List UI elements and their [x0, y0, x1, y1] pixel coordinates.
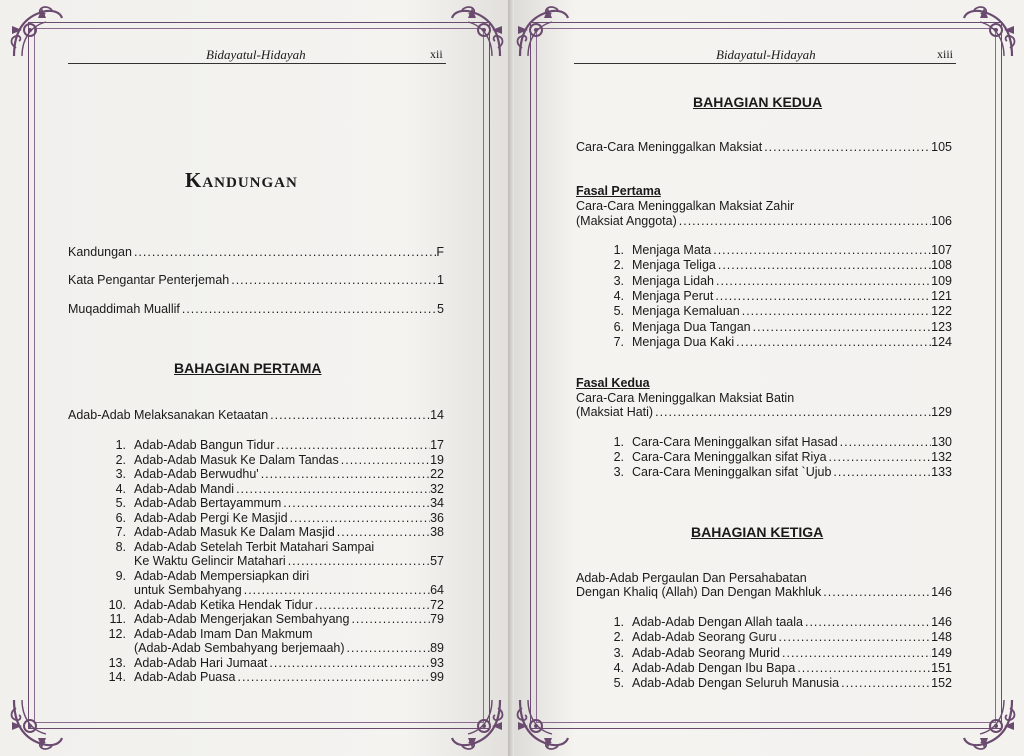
toc-entry-page: 22 — [430, 467, 444, 481]
toc-entry[interactable] — [600, 289, 952, 304]
leader-dots — [234, 482, 430, 497]
leader-dots — [235, 670, 430, 685]
leader-dots — [259, 467, 430, 482]
leader-dots — [740, 304, 931, 319]
toc-entry-label: Cara-Cara Meninggalkan sifat Hasad — [632, 435, 838, 449]
leader-dots — [132, 245, 436, 260]
toc-entry-number: 2. — [115, 452, 126, 467]
toc-entry-page: 36 — [430, 510, 444, 525]
subsection-heading: Fasal Kedua — [576, 376, 650, 390]
toc-entry[interactable] — [600, 274, 952, 289]
toc-entry[interactable] — [134, 554, 444, 569]
left-page — [0, 0, 508, 756]
toc-entry[interactable] — [576, 214, 952, 229]
toc-entry-number: 9. — [115, 568, 126, 583]
toc-entry[interactable] — [100, 496, 444, 511]
toc-entry-page: 14 — [430, 408, 444, 422]
leader-dots — [734, 335, 931, 350]
toc-entry-page: 152 — [931, 676, 952, 691]
leader-dots — [286, 554, 430, 569]
toc-entry-page: F — [436, 245, 444, 259]
corner-ornament-icon — [448, 4, 506, 62]
leader-dots — [339, 453, 430, 468]
toc-entry-number: 1. — [115, 438, 126, 452]
section-title: BAHAGIAN KEDUA — [693, 94, 823, 110]
toc-entry-label: Adab-Adab Dengan Seluruh Manusia — [632, 676, 840, 691]
leader-dots — [267, 656, 430, 671]
toc-entry-line — [100, 627, 313, 642]
toc-entry-page: 107 — [931, 243, 952, 257]
toc-entry-page: 99 — [430, 670, 444, 684]
toc-entry-page: 34 — [430, 496, 444, 510]
toc-entry-number: 7. — [115, 525, 126, 539]
page-title: Kandungan — [185, 168, 298, 192]
toc-entry-page: 72 — [430, 597, 444, 612]
toc-entry-label: Ke Waktu Gelincir Matahari — [134, 554, 286, 568]
toc-entry[interactable] — [600, 676, 952, 691]
toc-entry[interactable] — [134, 583, 444, 598]
toc-entry[interactable] — [100, 598, 444, 613]
leader-dots — [713, 289, 931, 304]
toc-entry-page: 105 — [931, 140, 952, 154]
toc-entry-label: Adab-Adab Masuk Ke Dalam Masjid — [134, 525, 335, 539]
toc-entry-number: 1. — [613, 615, 624, 629]
toc-entry-page: 106 — [931, 214, 952, 228]
leader-dots — [714, 274, 931, 289]
leader-dots — [345, 641, 431, 656]
page-number: xiii — [937, 47, 954, 61]
toc-entry-label: Kata Pengantar Penterjemah — [68, 273, 230, 287]
toc-entry-label: Menjaga Kemaluan — [632, 304, 740, 319]
toc-entry-label: Menjaga Perut — [632, 288, 714, 303]
toc-entry[interactable] — [600, 435, 952, 450]
leader-dots — [349, 612, 430, 627]
toc-entry-label: Muqaddimah Muallif — [68, 302, 180, 316]
toc-entry[interactable] — [100, 467, 444, 482]
leader-dots — [313, 598, 431, 613]
leader-dots — [803, 615, 931, 630]
toc-entry-label: Dengan Khaliq (Allah) Dan Dengan Makhluk — [576, 585, 822, 599]
toc-entry-number: 6. — [613, 319, 624, 334]
toc-entry-line: Adab-Adab Pergaulan Dan Persahabatan — [576, 571, 807, 585]
leader-dots — [780, 646, 931, 661]
corner-ornament-icon — [514, 694, 572, 752]
toc-entry-label: Adab-Adab Setelah Terbit Matahari Sampai — [134, 539, 375, 554]
toc-entry[interactable] — [600, 646, 952, 661]
toc-entry-number: 5. — [613, 676, 624, 691]
toc-entry-page: 123 — [931, 319, 952, 334]
toc-entry-line — [100, 540, 374, 555]
toc-entry-page: 1 — [437, 273, 444, 287]
section-title: BAHAGIAN PERTAMA — [174, 360, 322, 376]
toc-entry[interactable] — [100, 511, 444, 526]
leader-dots — [677, 214, 931, 229]
toc-entry-label: Adab-Adab Masuk Ke Dalam Tandas — [134, 452, 339, 467]
toc-entry-number: 2. — [613, 630, 624, 645]
toc-entry[interactable] — [600, 258, 952, 273]
corner-ornament-icon — [514, 4, 572, 62]
toc-entry-number: 4. — [613, 660, 624, 675]
toc-entry-page: 64 — [430, 583, 444, 597]
toc-entry-page: 19 — [430, 452, 444, 467]
toc-entry-page: 124 — [931, 334, 952, 349]
toc-entry-label: Adab-Adab Ketika Hendak Tidur — [134, 597, 313, 612]
header-rule — [574, 63, 956, 64]
toc-entry[interactable] — [600, 465, 952, 480]
leader-dots — [838, 435, 931, 450]
leader-dots — [716, 258, 931, 273]
leader-dots — [268, 408, 430, 423]
toc-entry[interactable] — [68, 408, 444, 423]
toc-entry-label: Adab-Adab Imam Dan Makmum — [134, 626, 313, 641]
toc-entry-page: 146 — [931, 585, 952, 599]
toc-entry-page: 121 — [931, 288, 952, 303]
toc-entry-label: (Adab-Adab Sembahyang berjemaah) — [134, 641, 345, 655]
toc-entry-number: 11. — [109, 612, 126, 626]
toc-entry-number: 2. — [613, 258, 624, 273]
subsection-heading: Fasal Pertama — [576, 184, 661, 198]
toc-entry-page: 17 — [430, 438, 444, 452]
toc-entry-label: Adab-Adab Dengan Ibu Bapa — [632, 660, 796, 675]
toc-entry-number: 1. — [613, 243, 624, 257]
toc-entry-label: untuk Sembahyang — [134, 583, 242, 597]
toc-entry-number: 5. — [613, 304, 624, 319]
toc-entry-number: 7. — [613, 334, 624, 349]
subsection-line: Cara-Cara Meninggalkan Maksiat Zahir — [576, 199, 795, 213]
running-header: Bidayatul-Hidayah — [716, 47, 816, 62]
toc-entry-label: Adab-Adab Puasa — [134, 670, 236, 684]
toc-entry[interactable] — [600, 243, 952, 258]
toc-entry-label: Adab-Adab Seorang Murid — [632, 645, 781, 660]
leader-dots — [777, 630, 932, 645]
toc-entry-page: 108 — [931, 258, 952, 273]
toc-entry-label: Adab-Adab Dengan Allah taala — [632, 615, 803, 629]
toc-entry-label: Adab-Adab Pergi Ke Masjid — [134, 510, 288, 525]
toc-entry-label: Cara-Cara Meninggalkan sifat Riya — [632, 450, 827, 464]
leader-dots — [180, 302, 437, 317]
toc-entry-number: 6. — [115, 510, 126, 525]
leader-dots — [827, 450, 932, 465]
toc-entry[interactable] — [576, 405, 952, 420]
subsection-line: Cara-Cara Meninggalkan Maksiat Batin — [576, 391, 795, 405]
toc-entry-page: 148 — [931, 630, 952, 645]
toc-entry-page: 79 — [430, 612, 444, 626]
toc-entry-number: 4. — [115, 481, 126, 496]
toc-entry[interactable] — [576, 140, 952, 155]
toc-entry-label: Adab-Adab Melaksanakan Ketaatan — [68, 408, 269, 422]
toc-entry-page: 122 — [931, 304, 952, 319]
toc-entry-page: 132 — [931, 450, 952, 464]
toc-entry-label: Adab-Adab Hari Jumaat — [134, 655, 268, 670]
leader-dots — [711, 243, 931, 258]
toc-entry[interactable] — [68, 245, 444, 260]
leader-dots — [762, 140, 931, 155]
leader-dots — [653, 405, 931, 420]
toc-entry-number: 3. — [613, 273, 624, 288]
toc-entry-number: 3. — [613, 465, 624, 479]
toc-entry[interactable] — [100, 670, 444, 685]
toc-entry-page: 151 — [931, 660, 952, 675]
toc-entry-label: Adab-Adab Seorang Guru — [632, 630, 777, 645]
toc-entry[interactable] — [600, 450, 952, 465]
toc-entry[interactable] — [100, 453, 444, 468]
toc-entry-page: 149 — [931, 645, 952, 660]
toc-entry[interactable] — [68, 273, 444, 288]
toc-entry-label: Kandungan — [68, 245, 132, 259]
toc-entry-label: Adab-Adab Mengerjakan Sembahyang — [134, 612, 350, 626]
leader-dots — [839, 676, 931, 691]
leader-dots — [335, 525, 430, 540]
toc-entry[interactable] — [134, 641, 444, 656]
toc-entry-label: (Maksiat Anggota) — [576, 214, 677, 228]
toc-entry-number: 3. — [115, 467, 126, 481]
toc-entry[interactable] — [100, 482, 444, 497]
toc-entry[interactable] — [100, 525, 444, 540]
toc-entry-label: (Maksiat Hati) — [576, 405, 654, 419]
header-rule — [68, 63, 446, 64]
toc-entry-number: 10. — [108, 597, 126, 612]
leader-dots — [821, 585, 931, 600]
corner-ornament-icon — [8, 4, 66, 62]
toc-entry[interactable] — [600, 630, 952, 645]
corner-ornament-icon — [448, 694, 506, 752]
toc-entry-number: 3. — [613, 645, 624, 660]
toc-entry-page: 32 — [430, 481, 444, 496]
corner-ornament-icon — [960, 4, 1018, 62]
toc-entry-page: 109 — [931, 273, 952, 288]
running-header: Bidayatul-Hidayah — [206, 47, 306, 62]
toc-entry-page: 130 — [931, 435, 952, 449]
toc-entry-label: Menjaga Mata — [632, 243, 712, 257]
toc-entry-page: 133 — [931, 465, 952, 479]
toc-entry-page: 93 — [430, 655, 444, 670]
toc-entry-label: Adab-Adab Berwudhu' — [134, 467, 259, 481]
toc-entry[interactable] — [576, 585, 952, 600]
leader-dots — [229, 273, 437, 288]
corner-ornament-icon — [8, 694, 66, 752]
leader-dots — [751, 320, 932, 335]
toc-entry-line — [100, 569, 309, 584]
corner-ornament-icon — [960, 694, 1018, 752]
leader-dots — [288, 511, 431, 526]
toc-entry[interactable] — [100, 656, 444, 671]
toc-entry[interactable] — [600, 335, 952, 350]
toc-entry-label: Adab-Adab Mandi — [134, 481, 235, 496]
toc-entry-label: Menjaga Dua Tangan — [632, 319, 751, 334]
leader-dots — [281, 496, 430, 511]
toc-entry-label: Adab-Adab Bertayammum — [134, 496, 282, 510]
toc-entry-page: 5 — [437, 302, 444, 316]
toc-entry[interactable] — [100, 438, 444, 453]
leader-dots — [795, 661, 931, 676]
toc-entry[interactable] — [68, 302, 444, 317]
page-number: xii — [430, 47, 443, 61]
toc-entry-page: 146 — [931, 615, 952, 629]
leader-dots — [274, 438, 430, 453]
toc-entry-page: 129 — [931, 405, 952, 419]
toc-entry-number: 4. — [613, 288, 624, 303]
toc-entry-page: 38 — [430, 525, 444, 539]
toc-entry-number: 5. — [115, 496, 126, 510]
toc-entry-number: 13. — [108, 655, 126, 670]
toc-entry[interactable] — [600, 320, 952, 335]
toc-entry-label: Cara-Cara Meninggalkan sifat `Ujub — [632, 465, 832, 479]
right-page — [514, 0, 1024, 756]
toc-entry-label: Menjaga Dua Kaki — [632, 334, 735, 349]
toc-entry-number: 1. — [613, 435, 624, 449]
toc-entry[interactable] — [100, 612, 444, 627]
toc-entry-number: 2. — [613, 450, 624, 464]
toc-entry[interactable] — [600, 304, 952, 319]
toc-entry-label: Menjaga Teliga — [632, 258, 716, 273]
toc-entry-number: 8. — [115, 539, 126, 554]
toc-entry-label: Adab-Adab Bangun Tidur — [134, 438, 275, 452]
toc-entry-label: Menjaga Lidah — [632, 273, 715, 288]
leader-dots — [242, 583, 430, 598]
toc-entry-number: 12. — [108, 626, 126, 641]
toc-entry-label: Cara-Cara Meninggalkan Maksiat — [576, 140, 763, 154]
toc-entry-page: 57 — [430, 554, 444, 568]
leader-dots — [831, 465, 931, 480]
section-title: BAHAGIAN KETIGA — [691, 524, 824, 540]
toc-entry-number: 14. — [108, 670, 126, 684]
toc-entry[interactable] — [600, 661, 952, 676]
toc-entry-label: Adab-Adab Mempersiapkan diri — [134, 568, 310, 583]
toc-entry-page: 89 — [430, 641, 444, 655]
toc-entry[interactable] — [600, 615, 952, 630]
